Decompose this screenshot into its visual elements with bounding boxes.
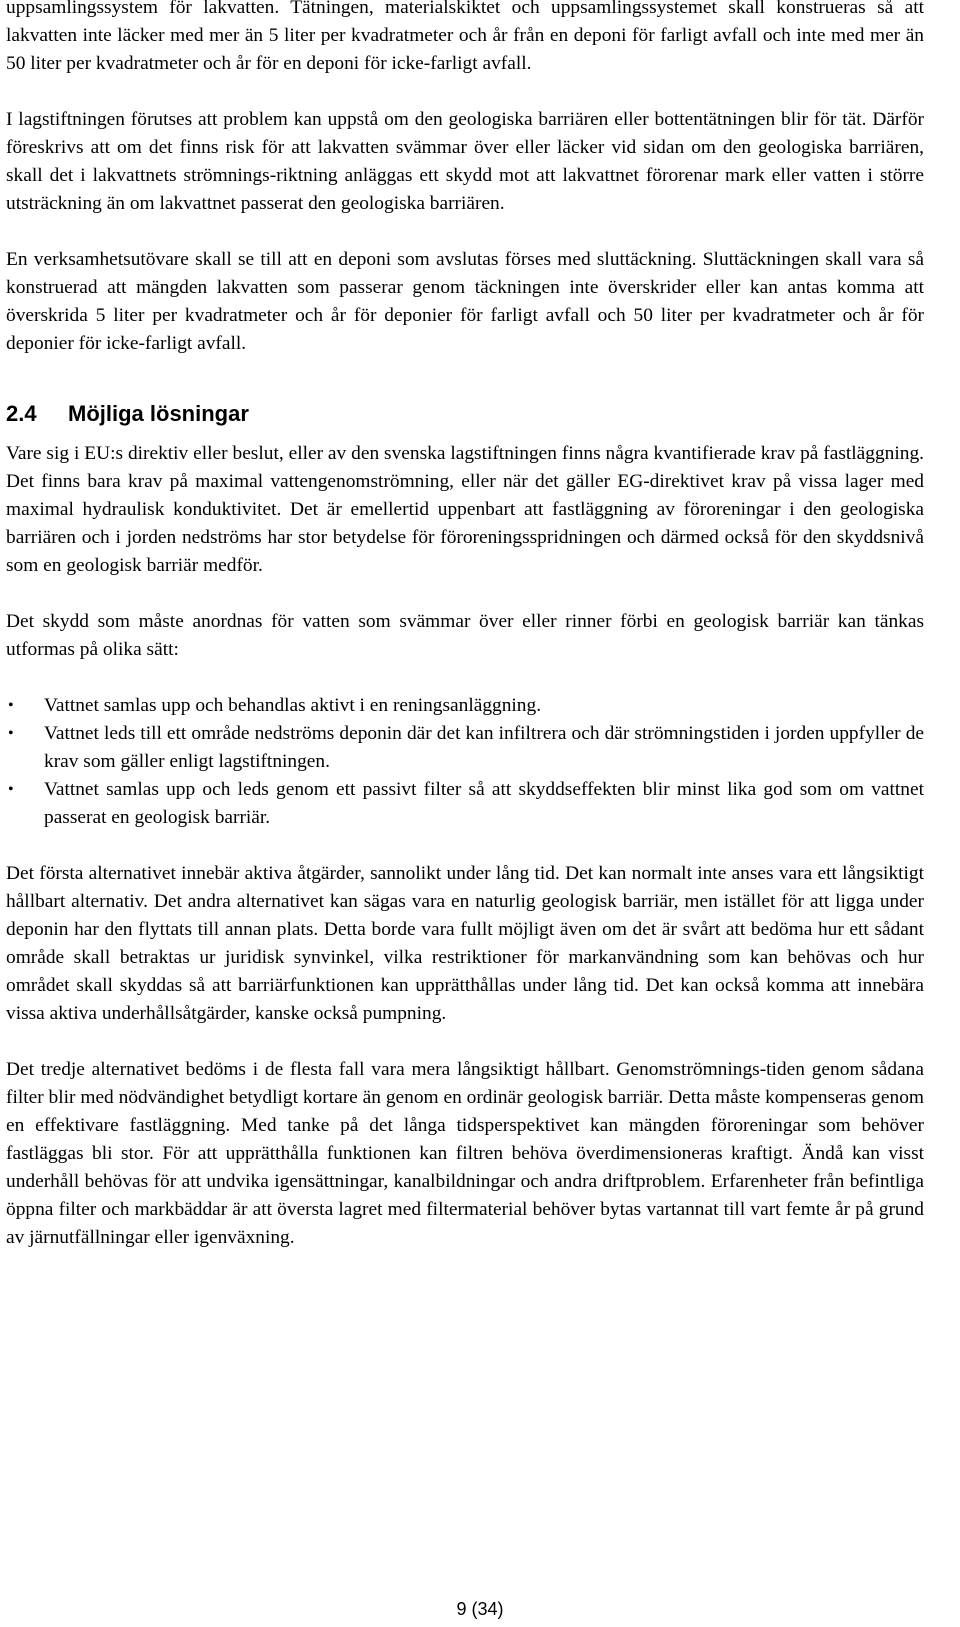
section-title: Möjliga lösningar (68, 401, 249, 426)
paragraph-third-alternative: Det tredje alternativet bedöms i de flesta fall vara mera långsiktigt hållbart. Genomströmnings-tiden genom sådana filter blir med nödvändighet betydligt kortare än genom en ordinär geologisk barriär. Detta måste kompenseras genom en effektivare fastläggning. Med tanke på det långa tidsperspektivet kan mängden föroreningar som behöver fastläggas bli stor. För att upprätthålla funktionen kan filtren behöva överdimensioneras kraftigt. Ändå kan visst underhåll behövas för att undvika igensättningar, kanalbildningar och andra driftproblem. Erfarenheter från befintliga öppna filter och markbäddar är att översta lagret med filtermaterial behöver bytas vartannat till vart femte år på grund av järnutfällningar eller igenväxning. (6, 1059, 924, 1248)
list-item-text: Vattnet samlas upp och behandlas aktivt i en reningsanläggning. (44, 695, 542, 716)
bullet-icon: • (8, 781, 14, 798)
list-item-text: Vattnet samlas upp och leds genom ett passivt filter så att skyddseffekten blir minst lika god som om vattnet passerat en geologisk barriär. (44, 779, 924, 828)
paragraph-protection-options: Det skydd som måste anordnas för vatten som svämmar över eller rinner förbi en geologisk barriär kan tänkas utformas på olika sätt: (6, 611, 924, 660)
list-item (6, 692, 924, 720)
page-number: 9 (34) (456, 1599, 504, 1619)
bullet-icon: • (8, 697, 14, 714)
paragraph-final-cover: En verksamhetsutövare skall se till att en deponi som avslutas förses med sluttäckning. Sluttäckningen skall vara så konstruerad att mängden lakvatten som passerar genom täckningen inte överskrider eller kan antas komma att överskrida 5 liter per kvadratmeter och år för deponier för farligt avfall och 50 liter per kvadratmeter och år för deponier för icke-farligt avfall. (6, 249, 924, 354)
section-heading (6, 398, 924, 430)
paragraph-barrier-too-tight: I lagstiftningen förutses att problem kan uppstå om den geologiska barriären eller bottentätningen blir för tät. Därför föreskrivs att om det finns risk för att lakvatten svämmar över eller läcker vid sidan om den geologiska barriären, skall det i lakvattnets strömnings-riktning anläggas ett skydd mot att lakvattnet förorenar mark eller vatten i större utsträckning än om lakvattnet passerat den geologiska barriären. (6, 109, 924, 214)
paragraph-first-alternative: Det första alternativet innebär aktiva åtgärder, sannolikt under lång tid. Det kan normalt inte anses vara ett långsiktigt hållbart alternativ. Det andra alternativet kan sägas vara en naturlig geologisk barriär, men istället för att ligga under deponin har den flyttats till annan plats. Detta borde vara fullt möjligt även om det är svårt att bedöma hur ett sådant område skall betraktas ur juridisk synvinkel, vilka restriktioner för markanvändning som kan behövas och hur området skall skyddas så att barriärfunktionen kan upprätthållas under lång tid. Det kan också komma att innebära vissa aktiva underhållsåtgärder, kanske också pumpning. (6, 863, 924, 1024)
paragraph-no-requirements: Vare sig i EU:s direktiv eller beslut, eller av den svenska lagstiftningen finns några kvantifierade krav på fastläggning. Det finns bara krav på maximal vattengenomströmning, eller när det gäller EG-direktivet krav på vissa lager med maximal hydraulisk konduktivitet. Det är emellertid uppenbart att fastläggning av föroreningar i den geologiska barriären och i jorden nedströms har stor betydelse för föroreningsspridningen och därmed också för den skyddsnivå som en geologisk barriär medför. (6, 443, 924, 576)
list-item (6, 776, 924, 832)
bullet-list (6, 692, 924, 832)
bullet-icon: • (8, 725, 14, 742)
list-item (6, 720, 924, 776)
paragraph-continued-text: uppsamlingssystem för lakvatten. Tätningen, materialskiktet och uppsamlingssystemet skall konstrueras så att lakvatten inte läcker med mer än 5 liter per kvadratmeter och år från en deponi för farligt avfall och inte med mer än 50 liter per kvadratmeter och år för en deponi för icke-farligt avfall. (6, 0, 924, 74)
document-page (6, 0, 924, 1280)
section-number: 2.4 (6, 401, 37, 426)
list-item-text: Vattnet leds till ett område nedströms deponin där det kan infiltrera och där strömningstiden i jorden uppfyller de krav som gäller enligt lagstiftningen. (44, 723, 924, 772)
